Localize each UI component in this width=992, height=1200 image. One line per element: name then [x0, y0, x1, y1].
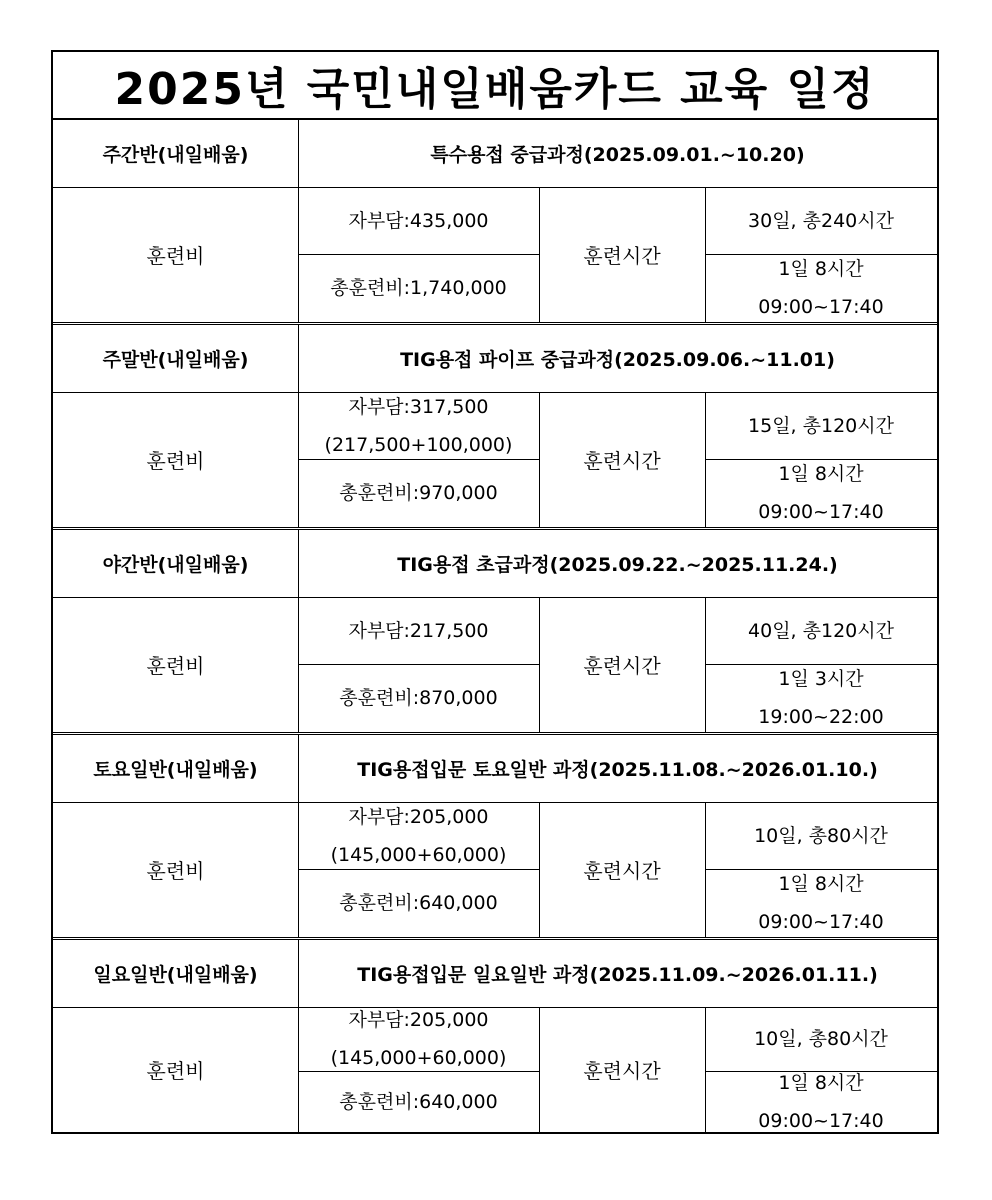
divider — [705, 802, 706, 937]
self-pay — [298, 597, 539, 664]
daily-hours: 1일 3시간 — [778, 668, 864, 690]
self-pay — [298, 802, 539, 869]
schedule-section — [53, 735, 937, 938]
class-name: 야간반(내일배움) — [102, 554, 249, 576]
fee-label: 훈련비 — [146, 654, 205, 678]
self-pay-breakdown: (145,000+60,000) — [330, 1047, 507, 1069]
schedule-table — [51, 50, 939, 1134]
divider — [53, 1007, 937, 1008]
self-pay — [298, 1007, 539, 1071]
daily-schedule — [705, 869, 937, 937]
divider — [539, 392, 540, 527]
schedule-section — [53, 530, 937, 733]
hours-label: 훈련시간 — [583, 859, 661, 883]
self-pay-amount: 자부담:217,500 — [348, 619, 489, 642]
page-title: 2025년 국민내일배움카드 교육 일정 — [53, 52, 937, 120]
divider — [53, 187, 937, 188]
fee-label: 훈련비 — [146, 244, 205, 268]
self-pay-amount: 자부담:317,500 — [348, 395, 489, 418]
self-pay-breakdown: (145,000+60,000) — [330, 843, 507, 866]
total-fee: 총훈련비:870,000 — [339, 687, 498, 709]
course-title: TIG용접 파이프 중급과정(2025.09.06.~11.01) — [400, 349, 835, 371]
self-pay-amount: 자부담:205,000 — [348, 1009, 489, 1031]
self-pay — [298, 392, 539, 459]
duration: 10일, 총80시간 — [754, 824, 888, 847]
daily-schedule — [705, 1071, 937, 1132]
hours-label: 훈련시간 — [583, 1059, 661, 1083]
daily-hours: 1일 8시간 — [778, 873, 864, 895]
schedule-section — [53, 120, 937, 323]
self-pay — [298, 187, 539, 254]
fee-label: 훈련비 — [146, 449, 205, 473]
divider — [539, 1007, 540, 1132]
daily-schedule — [705, 254, 937, 322]
divider — [539, 802, 540, 937]
divider — [298, 664, 539, 665]
daily-hours: 1일 8시간 — [778, 463, 864, 485]
divider — [705, 459, 937, 460]
divider — [705, 597, 706, 732]
divider — [298, 254, 539, 255]
daily-schedule — [705, 664, 937, 732]
daily-time: 19:00~22:00 — [758, 706, 884, 728]
daily-time: 09:00~17:40 — [758, 911, 884, 933]
total-fee: 총훈련비:640,000 — [339, 1090, 498, 1113]
class-name: 일요일반(내일배움) — [93, 964, 258, 986]
divider — [53, 802, 937, 803]
divider — [705, 392, 706, 527]
divider — [298, 530, 299, 732]
daily-time: 09:00~17:40 — [758, 501, 884, 523]
divider — [298, 120, 299, 322]
divider — [539, 597, 540, 732]
duration: 30일, 총240시간 — [748, 209, 894, 232]
self-pay-breakdown: (217,500+100,000) — [324, 433, 513, 456]
daily-schedule — [705, 459, 937, 527]
divider — [298, 325, 299, 527]
divider — [53, 597, 937, 598]
schedule-section — [53, 940, 937, 1132]
daily-hours: 1일 8시간 — [778, 258, 864, 280]
divider — [705, 869, 937, 870]
course-title: TIG용접입문 일요일반 과정(2025.11.09.~2026.01.11.) — [357, 964, 878, 986]
divider — [298, 735, 299, 937]
total-fee: 총훈련비:970,000 — [339, 482, 498, 504]
hours-label: 훈련시간 — [583, 449, 661, 473]
divider — [705, 1071, 937, 1072]
divider — [298, 459, 539, 460]
hours-label: 훈련시간 — [583, 244, 661, 268]
self-pay-amount: 자부담:435,000 — [348, 209, 489, 232]
course-title: TIG용접 초급과정(2025.09.22.~2025.11.24.) — [397, 554, 838, 576]
schedule-section — [53, 325, 937, 528]
divider — [705, 664, 937, 665]
divider — [298, 940, 299, 1132]
total-fee: 총훈련비:1,740,000 — [330, 277, 507, 299]
duration: 15일, 총120시간 — [748, 414, 894, 437]
course-title: 특수용접 중급과정(2025.09.01.~10.20) — [430, 144, 805, 166]
divider — [53, 392, 937, 393]
daily-time: 09:00~17:40 — [758, 296, 884, 318]
self-pay-amount: 자부담:205,000 — [348, 805, 489, 828]
daily-hours: 1일 8시간 — [778, 1071, 864, 1094]
divider — [705, 187, 706, 322]
class-name: 주말반(내일배움) — [102, 349, 249, 371]
divider — [539, 187, 540, 322]
total-fee: 총훈련비:640,000 — [339, 892, 498, 914]
daily-time: 09:00~17:40 — [758, 1109, 884, 1132]
class-name: 주간반(내일배움) — [102, 144, 249, 166]
duration: 40일, 총120시간 — [748, 619, 894, 642]
course-title: TIG용접입문 토요일반 과정(2025.11.08.~2026.01.10.) — [357, 759, 878, 781]
fee-label: 훈련비 — [146, 859, 205, 883]
duration: 10일, 총80시간 — [754, 1028, 888, 1050]
divider — [298, 869, 539, 870]
class-name: 토요일반(내일배움) — [93, 759, 258, 781]
fee-label: 훈련비 — [146, 1059, 205, 1083]
hours-label: 훈련시간 — [583, 654, 661, 678]
divider — [705, 254, 937, 255]
divider — [705, 1007, 706, 1132]
divider — [298, 1071, 539, 1072]
